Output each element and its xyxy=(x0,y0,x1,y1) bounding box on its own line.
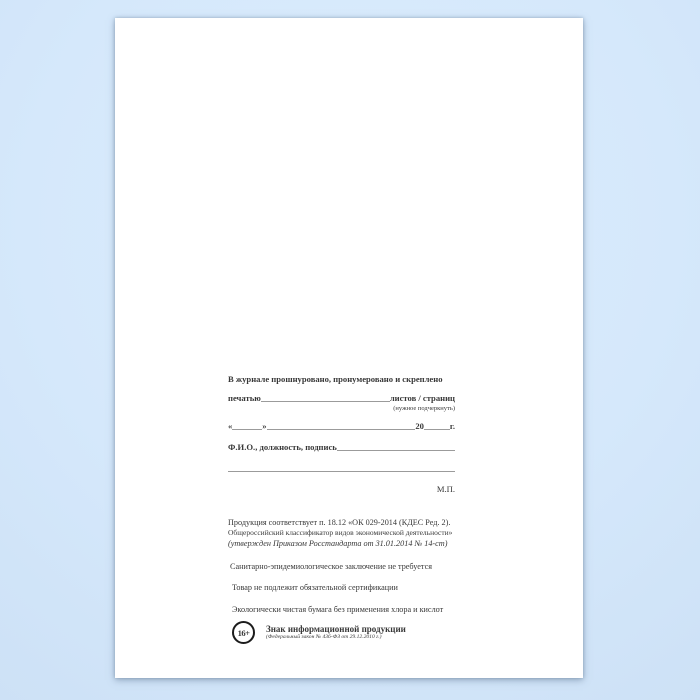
age-mark-row xyxy=(232,621,406,644)
fio-label: Ф.И.О., должность, подпись xyxy=(228,442,337,452)
year-blank-line xyxy=(424,426,450,430)
seal-row xyxy=(228,394,455,403)
eco-paper-statement: Экологически чистая бумага без применения хлора и кислот xyxy=(232,605,444,614)
signature-blank-line xyxy=(228,463,455,472)
seal-label: печатью xyxy=(228,393,261,403)
quote-open: « xyxy=(228,421,233,431)
stamp-place-abbr: М.П. xyxy=(436,484,455,494)
date-row xyxy=(228,422,455,431)
fio-row xyxy=(228,443,455,452)
age-mark-law-note: (Федеральный закон № 436-ФЗ от 29.12.2010 г.) xyxy=(266,634,382,640)
product-classifier-line2: Общероссийский классификатор видов экономической деятельности» xyxy=(228,528,453,537)
seal-blank-line xyxy=(261,398,390,402)
journal-back-page xyxy=(115,18,583,678)
product-classifier-line1: Продукция соответствует п. 18.12 «ОК 029-2014 (КДЕС Ред. 2). xyxy=(228,518,451,527)
age-mark-title: Знак информационной продукции xyxy=(266,624,406,634)
sanitary-statement: Санитарно-эпидемиологическое заключение не требуется xyxy=(230,562,432,571)
fio-blank-line xyxy=(337,447,455,451)
day-blank-line xyxy=(232,426,262,430)
year-prefix: 20 xyxy=(415,421,424,431)
month-blank-line xyxy=(267,426,416,430)
age-16-badge-icon xyxy=(232,621,255,644)
binding-statement: В журнале прошнуровано, пронумеровано и скреплено xyxy=(228,374,443,384)
product-classifier-line3: (утвержден Приказом Росстандарта от 31.01.2014 № 14-ст) xyxy=(228,539,448,548)
year-suffix: г. xyxy=(449,421,455,431)
quote-close: » xyxy=(262,421,267,431)
underline-note: (нужное подчеркнуть) xyxy=(393,405,455,412)
certification-statement: Товар не подлежит обязательной сертификации xyxy=(232,583,398,592)
sheets-pages-label: листов / страниц xyxy=(389,393,455,403)
age-16-badge-label: 16+ xyxy=(237,627,250,638)
age-mark-text xyxy=(266,621,406,641)
